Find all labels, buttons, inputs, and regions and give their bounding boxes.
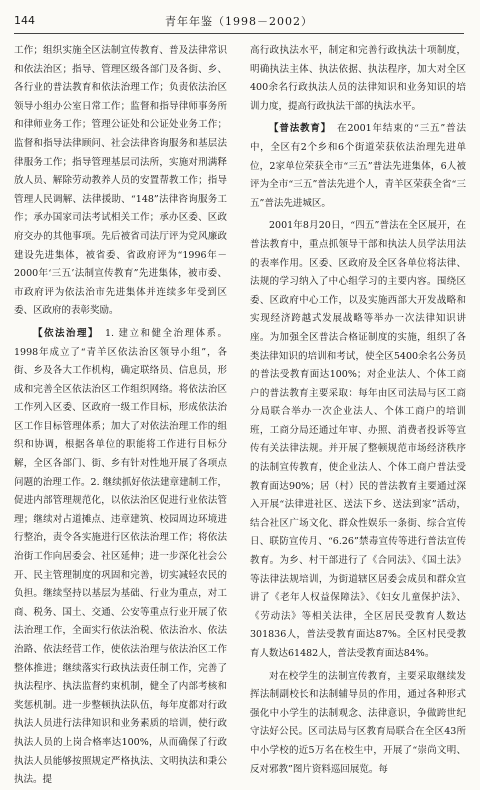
right-column <box>250 42 466 775</box>
left-paragraph-1: 工作；组织实施全区法制宣传教育、普及法律常识和依法治区；指导、管理区级各部门及各街、乡、各行业的普法教育和依法治理工作；负责依法治区领导小组办公室日常工作；监督和指导律师事务所和律师业务工作；管理公证处和公证处业务工作；监督和指导法律顾问、社会法律咨询服务和基层法律服务工作；指导管理基层司法所，实施对刑满释放人员、解除劳动教养人员的安置帮教工作；指导管理人民调解、法律援助、“148”法律咨询服务工作；承办国家司法考试相关工作；承办区委、区政府交办的其他事项。先后被省司法厅评为党风廉政建设先进集体，被省委、省政府评为“1996年－2000年‘三五’法制宣传教育”先进集体，被市委、市政府评为依法治市先进集体并连续多年受到区委、区政府的表彰奖励。 <box>14 45 227 317</box>
page-header <box>14 4 464 34</box>
left-paragraph-2 <box>14 325 227 790</box>
running-title: 青年年鉴（1998－2002） <box>165 15 313 28</box>
right-paragraph-3: 2001年8月20日，“四五”普法在全区展开，在普法教育中，重点抓领导干部和执法人员学法用法的表率作用。区委、区政府及全区各单位将法律、法规的学习纳入了中心组学习的主要内容。围绕区委、区政府中心工作，以及实施西部大开发战略和实现经济跨越式发展战略等举办一次法律知识讲座。为加强全区普法合格证制度的实施，组织了各类法律知识的培训和考试，使全区5400余名公务员的普法受教育面达100%；对企业法人、个体工商户的普法教育主要采取：每年由区司法局与区工商分局联合举办一次企业法人、个体工商户的培训班，工商分局还通过年审、办照、消费者投诉等宣传有关法律法规。并开展了整顿规范市场经济秩序的法制宣传教育，使企业法人、个体工商户普法受教育面达90%；居（村）民的普法教育主要通过深入开展“法律进社区、送法下乡、送法到家”活动，结合社区广场文化、群众性娱乐一条街、综合宣传日、联防宣传月、“6.26”禁毒宣传等进行普法宣传教育。为乡、村干部进行了《合同法》、《国土法》等法律法规培训，为街道辖区居委会成员和群众宣讲了《老年人权益保障法》、《妇女儿童保护法》、《劳动法》等相关法律，全区居民受教育人数达301836人，普法受教育面达87%。全区村民受教育人数达61482人，普法受教育面达84%。 <box>250 220 466 659</box>
section-body-legal-education: 在2001年结束的“三五”普法中，全区有2个乡和6个街道荣获依法治理先进单位，2家单位荣获全市“三五”普法先进集体，6人被评为全市“三五”普法先进个人，青羊区荣获全省“三五”普法先进城区。 <box>250 123 466 209</box>
right-paragraph-1: 高行政执法水平，制定和完善行政执法十项制度，明确执法主体、执法依据、执法程序，加大对全区400余名行政执法人员的法律知识和业务知识的培训力度，提高行政执法干部的执法水平。 <box>250 45 466 112</box>
section-heading-governance: 【依法治理】 <box>33 327 99 339</box>
page-number: 144 <box>14 14 35 27</box>
section-body-governance: 1. 建立和健全治理体系。1998年成立了“青羊区依法治区领导小组”，各街、乡及各大工作机构，确定联络员、信息员，形成和完善全区依法治区工作组织网络。将依法治区工作列入区委、区政府一级工作目标，形成依法治区工作目标管理体系；加大了对依法治理工作的组织和协调，根据各单位的职能将工作进行目标分解，全区各部门、街、乡有针对性地开展了各项点问题的治理工作。2. 继续抓好依法建章建制工作，促进内部管理规范化，以依法治区促进行业依法管理；继续对占道摊点、违章建筑、校园周边环境进行整治，责令各实施进行区依法治理工作；将依法治街工作向居委会、社区延伸；进一步深化社会公开、民主管理制度的巩固和完善，切实减轻农民的负担。继续坚持以基层为基础、行业为重点，对工商、税务、国土、交通、公安等重点行业开展了依法治理工作，全面实行依法治税、依法治水、依法治路、依法经营工作，使依法治理与依法治区工作整体推进；继续落实行政执法责任制工作，完善了执法程序、执法监督约束机制，健全了内部考核和奖惩机制。进一步整顿执法队伍，每年度都对行政执法人员进行法律知识和业务素质的培训，使行政执法人员的上岗合格率达100%，从而确保了行政执法人员能够按照规定严格执法、文明执法和秉公执法。提 <box>14 327 227 786</box>
left-column <box>14 42 227 786</box>
right-paragraph-4: 对在校学生的法制宣传教育，主要采取继续发挥法制副校长和法制辅导员的作用，通过各种形式强化中小学生的法制观念、法律意识，争做跨世纪守法好公民。区司法局与区教育局联合在全区43所中小学校的近5万名在校生中，开展了“崇尚文明、反对邪教”图片资料巡回展览。每 <box>250 670 466 775</box>
header-rule <box>14 33 464 34</box>
right-paragraph-2 <box>250 120 466 213</box>
section-heading-legal-education: 【普法教育】 <box>269 123 332 135</box>
